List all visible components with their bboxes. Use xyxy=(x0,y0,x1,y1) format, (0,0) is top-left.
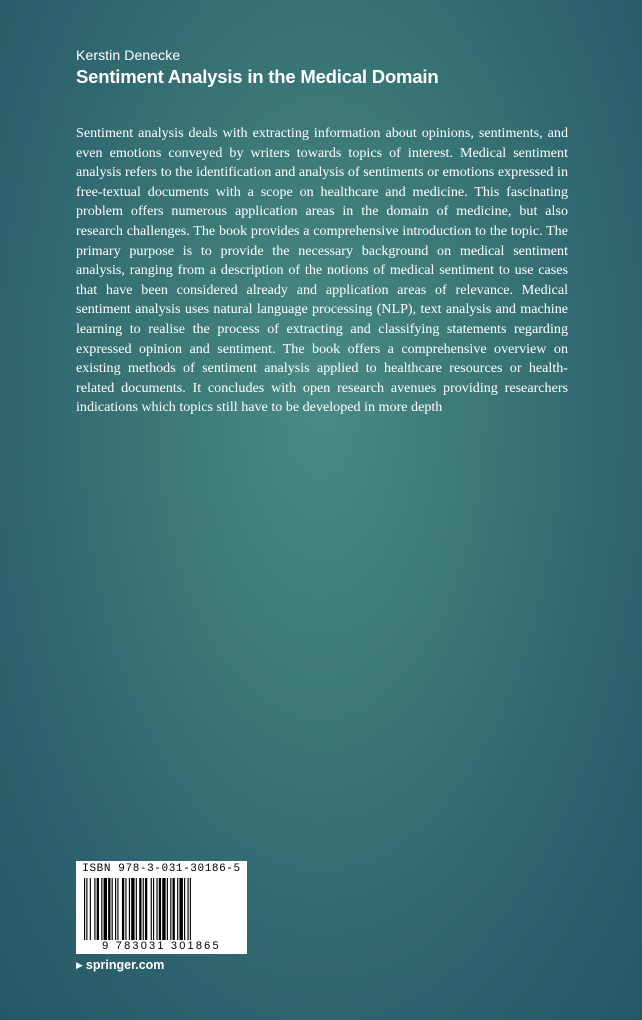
barcode-bar xyxy=(117,878,118,940)
barcode-bar xyxy=(136,878,137,940)
barcode-bar xyxy=(115,878,116,940)
barcode-bar xyxy=(184,878,185,940)
barcode-bar xyxy=(101,878,102,940)
author-name: Kerstin Denecke xyxy=(76,47,181,63)
barcode-bar xyxy=(84,878,85,940)
book-description: Sentiment analysis deals with extracting information about opinions, sentiments, and even emotions conveyed by writers towards topics of interest. Medical sentiment analysis refers to the identification and analysis of sentiments or emotions expressed in free-textual documents with a scope on healthcare and medicine. This fascinating problem offers numerous application areas in the domain of medicine, but also research challenges. The book provides a comprehensive introduction to the topic. The primary purpose is to provide the necessary background on medical sentiment analysis, ranging from a description of the notions of medical sentiment to use cases that have been considered already and application areas of relevance. Medical sentiment analysis uses natural language processing (NLP), text analysis and machine learning to realise the process of extracting and classifying statements regarding expressed opinion and sentiment. The book offers a comprehensive overview on existing methods of sentiment analysis applied to healthcare resources or health-related documents. It concludes with open research avenues providing researchers indications which topics still have to be developed in more depth xyxy=(76,125,568,416)
barcode-bar xyxy=(143,878,144,940)
barcode-bar xyxy=(131,878,134,940)
barcode-bar xyxy=(122,878,124,940)
barcode-bar xyxy=(151,878,152,940)
barcode-bar xyxy=(145,878,147,940)
barcode-bar xyxy=(139,878,141,940)
barcode-bar xyxy=(188,878,189,940)
barcode-bar xyxy=(190,878,191,940)
barcode-bar xyxy=(162,878,165,940)
barcode-bar xyxy=(112,878,113,940)
barcode-digits: 9 783031 301865 xyxy=(102,940,221,952)
barcode-bar xyxy=(156,878,157,940)
barcode-bar xyxy=(125,878,126,940)
barcode-bar xyxy=(90,878,91,940)
barcode-bar xyxy=(86,878,87,940)
barcode-bar xyxy=(173,878,175,940)
barcode-bar xyxy=(97,878,99,940)
barcode-bar xyxy=(177,878,178,940)
barcode-bar xyxy=(104,878,107,940)
triangle-arrow-icon: ▶ xyxy=(76,959,83,970)
barcode-bar xyxy=(94,878,95,940)
barcode-bar xyxy=(108,878,110,940)
barcode-bars xyxy=(84,878,241,940)
publisher-link[interactable] xyxy=(76,958,164,972)
barcode-bar xyxy=(170,878,171,940)
barcode-bar xyxy=(167,878,168,940)
barcode-bar xyxy=(179,878,182,940)
book-title: Sentiment Analysis in the Medical Domain xyxy=(76,66,439,87)
isbn-label: ISBN 978-3-031-30186-5 xyxy=(82,863,241,875)
publisher-url: springer.com xyxy=(85,958,165,972)
barcode-bar xyxy=(153,878,154,940)
barcode-bar xyxy=(129,878,130,940)
isbn-barcode xyxy=(76,861,247,954)
barcode-bar xyxy=(159,878,161,940)
